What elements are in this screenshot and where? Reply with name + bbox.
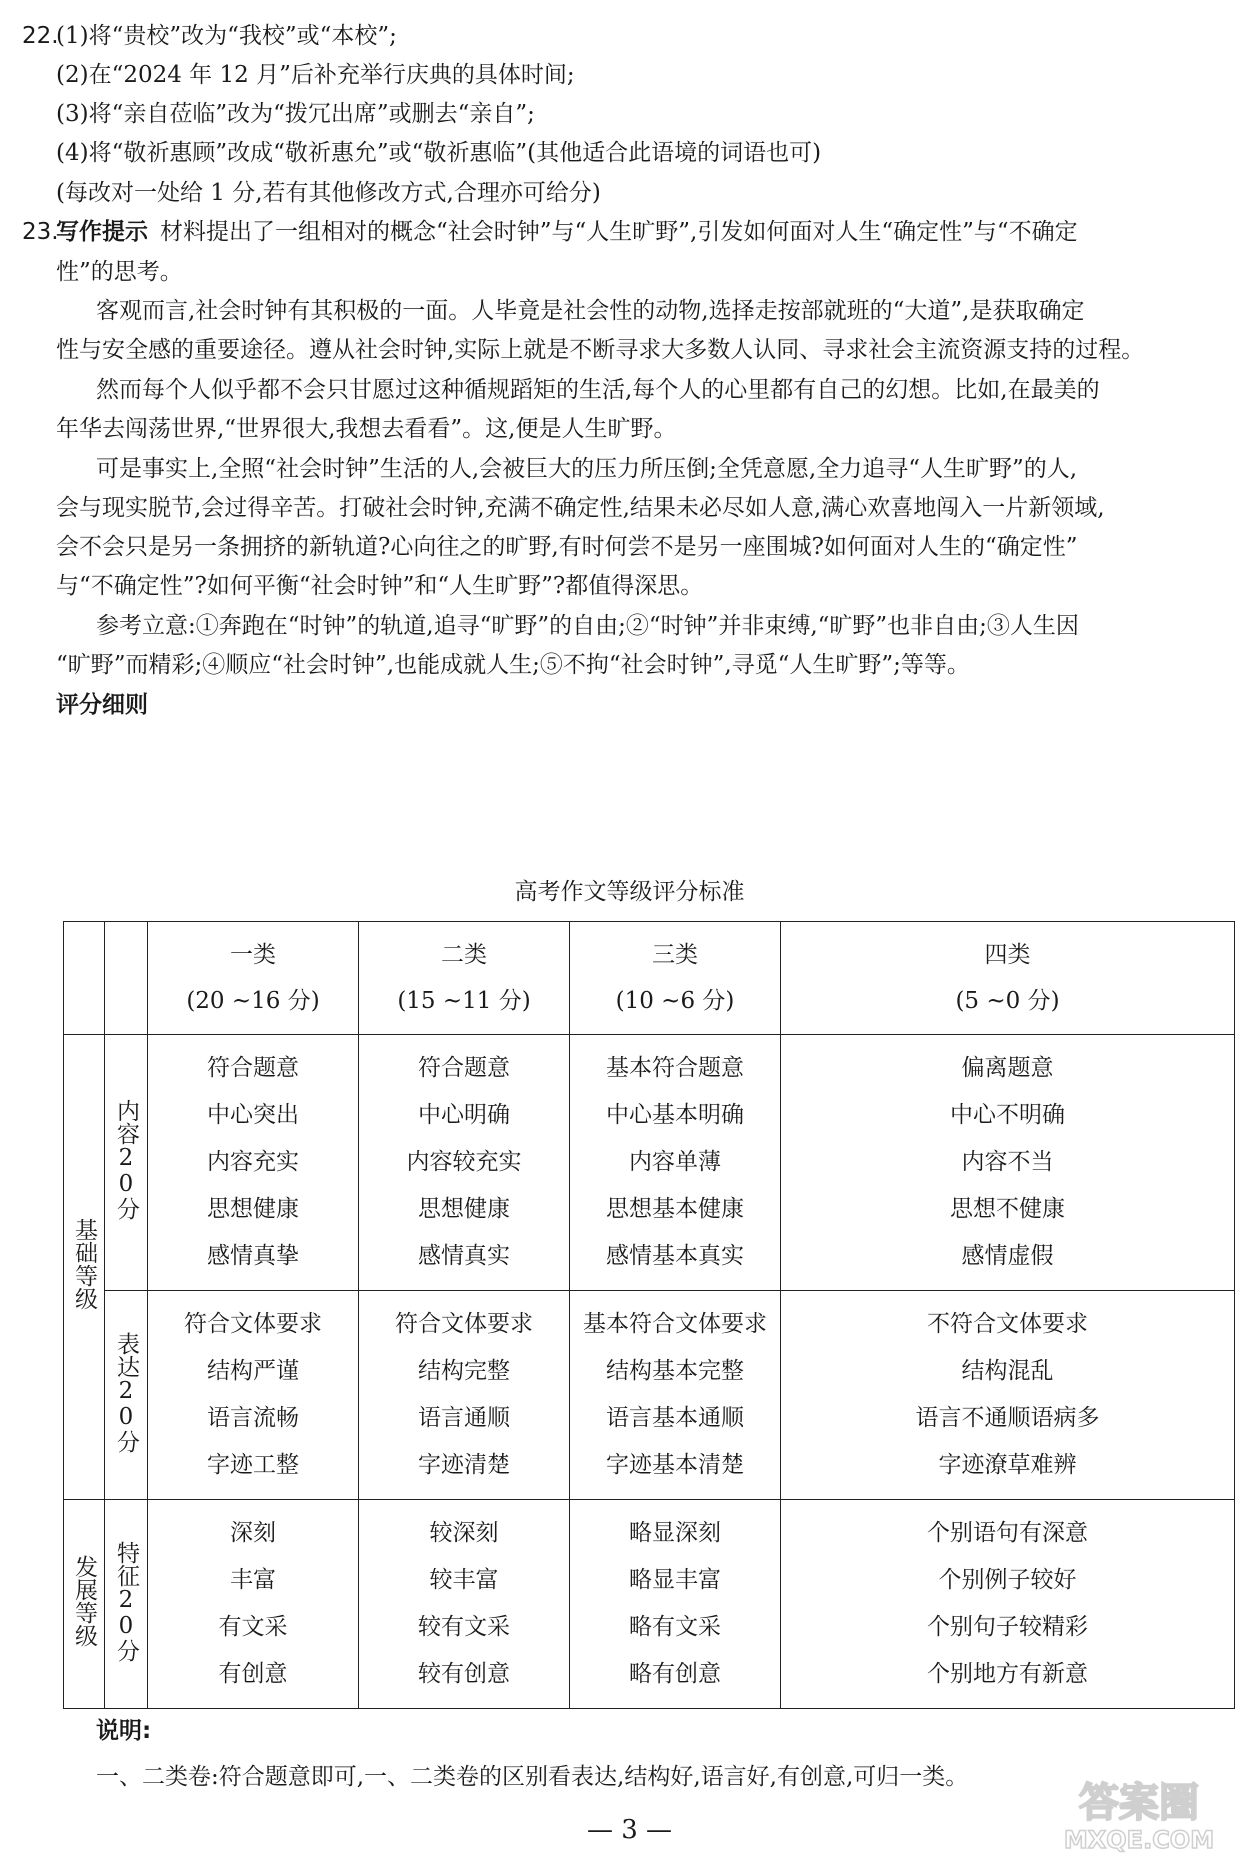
- criterion: 略有创意: [629, 1661, 721, 1687]
- criterion: 有创意: [218, 1661, 288, 1687]
- q23-number: 23.: [22, 219, 59, 245]
- row-label-content: [105, 1035, 148, 1291]
- criterion: 中心不明确: [950, 1102, 1065, 1128]
- column-header-4: [781, 922, 1235, 1035]
- column-name: 二类: [441, 942, 487, 968]
- criterion: 较深刻: [429, 1520, 499, 1546]
- criterion: 结构基本完整: [606, 1358, 744, 1384]
- criterion: 基本符合文体要求: [583, 1311, 767, 1337]
- paragraph-4-line-2: “旷野”而精彩;④顺应“社会时钟”,也能成就人生;⑤不拘“社会时钟”,寻觅“人生旷野”;等等。: [56, 652, 970, 678]
- criterion: 中心基本明确: [606, 1102, 744, 1128]
- table-caption: 高考作文等级评分标准: [514, 879, 745, 905]
- column-name: 一类: [230, 942, 276, 968]
- criterion: 语言基本通顺: [606, 1405, 744, 1431]
- criterion: 略显深刻: [629, 1520, 721, 1546]
- content-cell-1: [148, 1035, 359, 1291]
- paragraph-3-line-4: 与“不确定性”?如何平衡“社会时钟”和“人生旷野”?都值得深思。: [56, 573, 704, 599]
- row-label-text: 特征20分: [113, 1540, 139, 1662]
- column-name: 四类: [984, 942, 1031, 968]
- column-header-3: [570, 922, 781, 1035]
- criterion: 偏离题意: [961, 1055, 1054, 1081]
- criterion: 内容单薄: [629, 1149, 721, 1175]
- criterion: 思想基本健康: [606, 1196, 744, 1222]
- corner-cell-1: [64, 922, 105, 1035]
- criterion: 感情真实: [418, 1243, 510, 1269]
- row-label-text: 内容20分: [113, 1099, 139, 1220]
- paragraph-2-line-1: 然而每个人似乎都不会只甘愿过这种循规蹈矩的生活,每个人的心里都有自己的幻想。比如,在最美的: [96, 377, 1100, 403]
- paragraph-1-line-1: 客观而言,社会时钟有其积极的一面。人毕竟是社会性的动物,选择走按部就班的“大道”,是获取确定: [96, 298, 1085, 324]
- criterion: 丰富: [230, 1567, 276, 1593]
- column-header-1: [148, 922, 359, 1035]
- features-cell-4: [781, 1500, 1235, 1709]
- expression-cell-3: [570, 1291, 781, 1500]
- criterion: 字迹基本清楚: [606, 1452, 744, 1478]
- paragraph-3-line-2: 会与现实脱节,会过得辛苦。打破社会时钟,充满不确定性,结果未必尽如人意,满心欢喜地闯入一片新领域,: [56, 495, 1105, 521]
- criterion: 语言通顺: [418, 1405, 510, 1431]
- q22-line-2: (2)在“2024 年 12 月”后补充举行庆典的具体时间;: [56, 62, 575, 88]
- criterion: 思想健康: [418, 1196, 510, 1222]
- criterion: 较有文采: [418, 1614, 510, 1640]
- criterion: 感情基本真实: [606, 1243, 744, 1269]
- watermark-logo: [1039, 1768, 1239, 1856]
- paragraph-1-line-2: 性与安全感的重要途径。遵从社会时钟,实际上就是不断寻求大多数人认同、寻求社会主流资源支持的过程。: [56, 337, 1145, 363]
- q22-number: 22.: [22, 23, 59, 49]
- criterion: 结构混乱: [961, 1358, 1054, 1384]
- criterion: 有文采: [218, 1614, 288, 1640]
- criterion: 结构完整: [418, 1358, 510, 1384]
- paragraph-3-line-1: 可是事实上,全照“社会时钟”生活的人,会被巨大的压力所压倒;全凭意愿,全力追寻“人生旷野”的人,: [96, 456, 1078, 482]
- criterion: 不符合文体要求: [927, 1311, 1088, 1337]
- criterion: 深刻: [230, 1520, 276, 1546]
- criterion: 略显丰富: [629, 1567, 721, 1593]
- table-row-content: [64, 1035, 1235, 1291]
- column-range: (10 ~6 分): [615, 988, 735, 1014]
- expression-cell-2: [359, 1291, 570, 1500]
- criterion: 语言流畅: [207, 1405, 299, 1431]
- group-label-development: [64, 1500, 105, 1709]
- row-label-features: [105, 1500, 148, 1709]
- paragraph-4-line-1: 参考立意:①奔跑在“时钟”的轨道,追寻“旷野”的自由;②“时钟”并非束缚,“旷野”也非自由;③人生因: [96, 613, 1079, 639]
- features-cell-2: [359, 1500, 570, 1709]
- expression-cell-4: [781, 1291, 1235, 1500]
- criterion: 较有创意: [418, 1661, 510, 1687]
- criterion: 字迹潦草难辨: [938, 1452, 1077, 1478]
- watermark-url: MXQE.COM: [1063, 1826, 1215, 1854]
- criterion: 基本符合题意: [606, 1055, 744, 1081]
- criterion: 结构严谨: [207, 1358, 299, 1384]
- criterion: 字迹工整: [207, 1452, 299, 1478]
- table-row-expression: [64, 1291, 1235, 1500]
- content-cell-4: [781, 1035, 1235, 1291]
- q22-line-4: (4)将“敬祈惠顾”改成“敬祈惠允”或“敬祈惠临”(其他适合此语境的词语也可): [56, 140, 822, 166]
- criterion: 符合文体要求: [184, 1311, 322, 1337]
- criterion: 中心明确: [418, 1102, 510, 1128]
- notes-line-1: 一、二类卷:符合题意即可,一、二类卷的区别看表达,结构好,语言好,有创意,可归一类。: [96, 1764, 969, 1790]
- criterion: 符合题意: [418, 1055, 510, 1081]
- criterion: 内容较充实: [406, 1149, 522, 1175]
- column-range: (15 ~11 分): [397, 988, 531, 1014]
- q23-intro-line-2: 性”的思考。: [56, 259, 183, 285]
- notes-heading: 说明:: [96, 1718, 152, 1744]
- watermark-text: 答案圈: [1079, 1780, 1199, 1826]
- paragraph-3-line-3: 会不会只是另一条拥挤的新轨道?心向往之的旷野,有时何尝不是另一座围城?如何面对人生的“确定性”: [56, 534, 1078, 560]
- content-cell-3: [570, 1035, 781, 1291]
- features-cell-1: [148, 1500, 359, 1709]
- column-range: (20 ~16 分): [186, 988, 320, 1014]
- criterion: 思想健康: [207, 1196, 299, 1222]
- criterion: 内容充实: [207, 1149, 299, 1175]
- paragraph-2-line-2: 年华去闯荡世界,“世界很大,我想去看看”。这,便是人生旷野。: [56, 416, 677, 442]
- criterion: 较丰富: [429, 1567, 499, 1593]
- group-label-basic: [64, 1035, 105, 1500]
- criterion: 内容不当: [961, 1149, 1054, 1175]
- criterion: 个别地方有新意: [927, 1661, 1088, 1687]
- scoring-heading: 评分细则: [56, 692, 148, 718]
- q23-heading: 写作提示: [56, 219, 148, 245]
- criterion: 感情真挚: [207, 1243, 299, 1269]
- q22-line-5: (每改对一处给 1 分,若有其他修改方式,合理亦可给分): [56, 180, 601, 206]
- column-name: 三类: [652, 942, 698, 968]
- criterion: 感情虚假: [961, 1243, 1054, 1269]
- criterion: 个别例子较好: [938, 1567, 1077, 1593]
- expression-cell-1: [148, 1291, 359, 1500]
- criterion: 字迹清楚: [418, 1452, 510, 1478]
- content-cell-2: [359, 1035, 570, 1291]
- criterion: 中心突出: [207, 1102, 299, 1128]
- criterion: 个别语句有深意: [927, 1520, 1088, 1546]
- row-label-text: 表达20分: [113, 1331, 139, 1453]
- table-row-features: [64, 1500, 1235, 1709]
- corner-cell-2: [105, 922, 148, 1035]
- features-cell-3: [570, 1500, 781, 1709]
- scoring-table: [63, 921, 1235, 1709]
- column-header-2: [359, 922, 570, 1035]
- group-label-text: 基础等级: [71, 1218, 97, 1310]
- q23-intro-line-1: 材料提出了一组相对的概念“社会时钟”与“人生旷野”,引发如何面对人生“确定性”与“不确定: [160, 219, 1078, 245]
- criterion: 符合题意: [207, 1055, 299, 1081]
- criterion: 略有文采: [629, 1614, 721, 1640]
- criterion: 语言不通顺语病多: [915, 1405, 1100, 1431]
- table-header-row: [64, 922, 1235, 1035]
- criterion: 思想不健康: [950, 1196, 1065, 1222]
- q22-line-1: (1)将“贵校”改为“我校”或“本校”;: [56, 23, 397, 49]
- row-label-expression: [105, 1291, 148, 1500]
- criterion: 个别句子较精彩: [927, 1614, 1088, 1640]
- group-label-text: 发展等级: [71, 1555, 97, 1647]
- criterion: 符合文体要求: [395, 1311, 533, 1337]
- q22-line-3: (3)将“亲自莅临”改为“拨冗出席”或删去“亲自”;: [56, 101, 535, 127]
- column-range: (5 ~0 分): [955, 988, 1060, 1014]
- page-number: — 3 —: [586, 1815, 673, 1845]
